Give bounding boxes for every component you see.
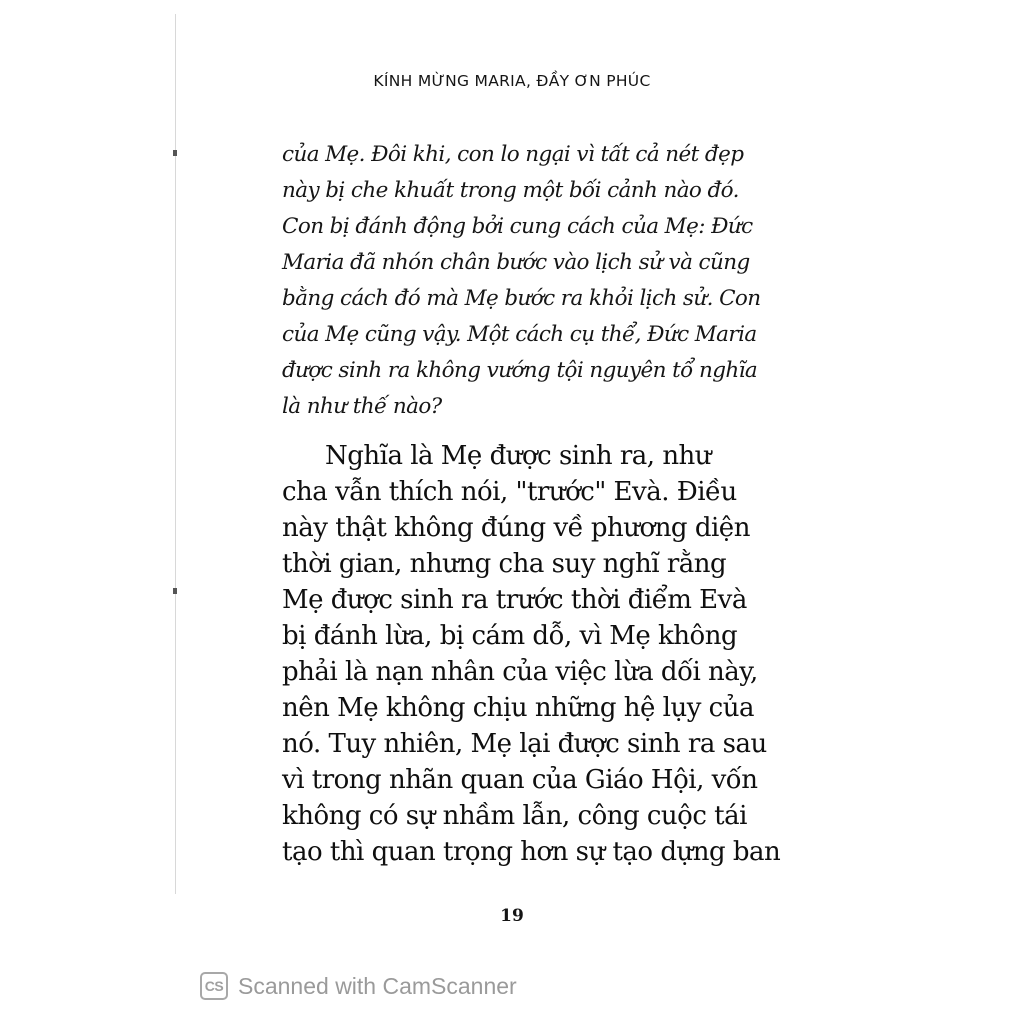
question-line: là như thế nào?: [282, 394, 442, 419]
gutter-mark: [173, 588, 177, 594]
answer-line: nên Mẹ không chịu những hệ lụy của: [282, 693, 754, 723]
question-line: của Mẹ cũng vậy. Một cách cụ thể, Đức Maria: [282, 322, 757, 347]
answer-line: vì trong nhãn quan của Giáo Hội, vốn: [282, 765, 758, 795]
camscanner-logo-icon: CS: [200, 972, 228, 1000]
gutter-mark: [173, 150, 177, 156]
answer-line: phải là nạn nhân của việc lừa dối này,: [282, 657, 758, 687]
watermark-label: Scanned with CamScanner: [238, 972, 517, 999]
answer-line: Mẹ được sinh ra trước thời điểm Evà: [282, 585, 747, 615]
question-line: này bị che khuất trong một bối cảnh nào đó.: [282, 178, 739, 203]
page-number: 19: [500, 906, 524, 926]
question-line: Maria đã nhón chân bước vào lịch sử và cũng: [282, 250, 750, 275]
question-line: Con bị đánh động bởi cung cách của Mẹ: Đức: [282, 214, 753, 239]
answer-line: tạo thì quan trọng hơn sự tạo dựng ban: [282, 837, 781, 867]
question-line: được sinh ra không vướng tội nguyên tổ nghĩa: [282, 358, 758, 383]
scanner-watermark: [200, 970, 517, 1002]
answer-line: bị đánh lừa, bị cám dỗ, vì Mẹ không: [282, 621, 738, 651]
answer-line: nó. Tuy nhiên, Mẹ lại được sinh ra sau: [282, 729, 767, 759]
answer-line: thời gian, nhưng cha suy nghĩ rằng: [282, 549, 727, 579]
answer-line: cha vẫn thích nói, "trước" Evà. Điều: [282, 477, 737, 507]
gutter-line: [175, 14, 176, 894]
question-line: bằng cách đó mà Mẹ bước ra khỏi lịch sử. Con: [282, 286, 761, 311]
question-line: của Mẹ. Đôi khi, con lo ngại vì tất cả nét đẹp: [282, 142, 744, 167]
answer-line: không có sự nhầm lẫn, công cuộc tái: [282, 801, 747, 831]
answer-line: này thật không đúng về phương diện: [282, 513, 750, 543]
running-header: KÍNH MỪNG MARIA, ĐẦY ƠN PHÚC: [373, 72, 651, 90]
answer-line: Nghĩa là Mẹ được sinh ra, như: [325, 441, 712, 471]
